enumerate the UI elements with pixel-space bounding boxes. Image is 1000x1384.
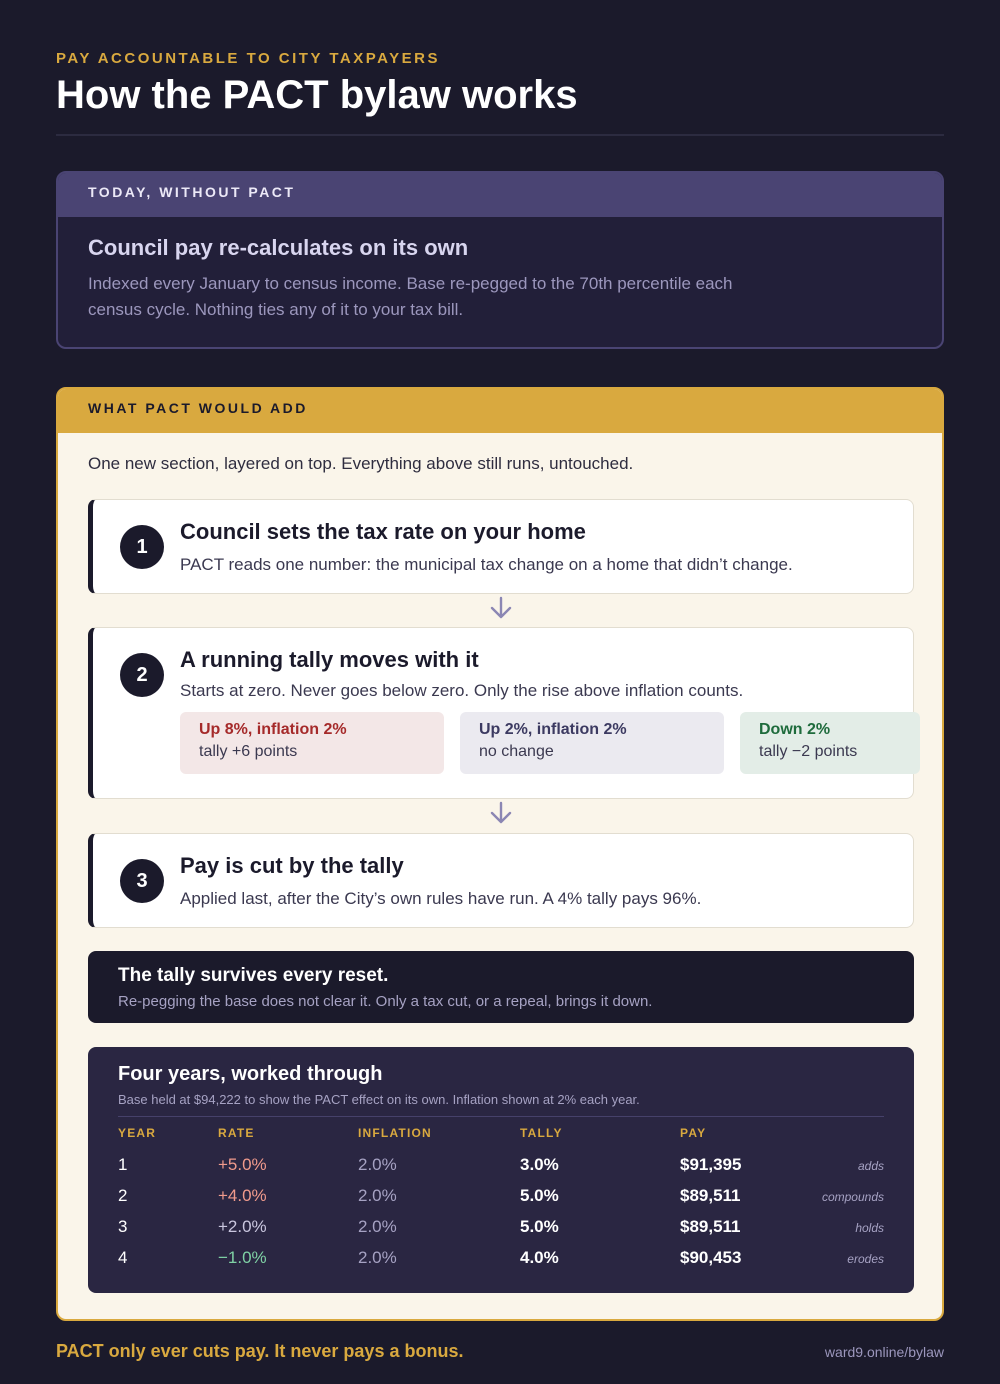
arrow-down-icon: [488, 595, 514, 621]
footer-tagline: PACT only ever cuts pay. It never pays a bonus.: [56, 1341, 464, 1361]
cell-pay: $89,511: [680, 1186, 741, 1205]
step-body: Applied last, after the City’s own rules have run. A 4% tally pays 96%.: [180, 889, 702, 908]
example-title: Up 2%, inflation 2%: [479, 721, 627, 738]
step-1-card: [88, 499, 914, 594]
cell-tally: 3.0%: [520, 1155, 559, 1174]
table-row: [118, 1180, 884, 1211]
arrow-down-icon: [488, 800, 514, 826]
cell-pay: $91,395: [680, 1155, 742, 1174]
cell-note: erodes: [847, 1252, 884, 1266]
cell-note: adds: [857, 1159, 884, 1173]
cell-tally: 5.0%: [520, 1186, 559, 1205]
table-row: [118, 1149, 884, 1180]
cell-rate: +2.0%: [218, 1217, 267, 1236]
pact-add-card: [56, 387, 944, 1321]
table-title: Four years, worked through: [118, 1063, 383, 1085]
step-title: Pay is cut by the tally: [180, 853, 404, 878]
today-label: TODAY, WITHOUT PACT: [58, 173, 942, 217]
table-row: [118, 1211, 884, 1242]
step-3-card: [88, 833, 914, 928]
example-result: tally −2 points: [759, 743, 858, 760]
example-rise: [180, 712, 444, 774]
cell-inflation: 2.0%: [358, 1217, 397, 1236]
cell-year: 3: [118, 1217, 128, 1236]
example-result: no change: [479, 743, 554, 760]
cell-pay: $89,511: [680, 1217, 741, 1236]
cell-tally: 5.0%: [520, 1217, 559, 1236]
cell-inflation: 2.0%: [358, 1155, 397, 1174]
cell-note: compounds: [821, 1190, 884, 1204]
step-title: A running tally moves with it: [180, 647, 479, 672]
column-header-inflation: INFLATION: [358, 1126, 432, 1140]
callout-body: Re-pegging the base does not clear it. Only a tax cut, or a repeal, brings it down.: [118, 993, 653, 1010]
four-years-table-card: [88, 1047, 914, 1293]
page-title: How the PACT bylaw works: [56, 73, 578, 117]
table-row: [118, 1242, 884, 1273]
table-subtitle: Base held at $94,222 to show the PACT effect on its own. Inflation shown at 2% each year.: [118, 1092, 640, 1107]
cell-inflation: 2.0%: [358, 1248, 397, 1267]
cell-pay: $90,453: [680, 1248, 742, 1267]
cell-rate: +5.0%: [218, 1155, 267, 1174]
today-body: Indexed every January to census income. Base re-pegged to the 70th percentile each census cycle. Nothing ties any of it to your tax bill.: [88, 274, 733, 319]
table-body: [118, 1149, 884, 1273]
step-2-card: [88, 627, 914, 799]
page-kicker: PAY ACCOUNTABLE TO CITY TAXPAYERS: [56, 50, 440, 67]
step-body: Starts at zero. Never goes below zero. Only the rise above inflation counts.: [180, 681, 744, 700]
cell-inflation: 2.0%: [358, 1186, 397, 1205]
callout-title: The tally survives every reset.: [118, 965, 389, 986]
cell-tally: 4.0%: [520, 1248, 559, 1267]
example-result: tally +6 points: [199, 743, 298, 760]
column-header-tally: TALLY: [520, 1126, 563, 1140]
cell-year: 2: [118, 1186, 128, 1205]
pact-add-label: WHAT PACT WOULD ADD: [58, 389, 942, 433]
cell-rate: −1.0%: [218, 1248, 267, 1267]
example-title: Up 8%, inflation 2%: [199, 721, 347, 738]
step-title: Council sets the tax rate on your home: [180, 519, 586, 544]
cell-rate: +4.0%: [218, 1186, 267, 1205]
column-header-year: YEAR: [118, 1126, 157, 1140]
column-header-rate: RATE: [218, 1126, 255, 1140]
cell-year: 4: [118, 1248, 128, 1267]
title-divider: [56, 134, 944, 136]
tally-survives-callout: [88, 951, 914, 1023]
page-header: [56, 50, 944, 118]
step-number-badge: 3: [120, 859, 164, 903]
today-title: Council pay re-calculates on its own: [88, 235, 469, 260]
today-card: [56, 171, 944, 349]
example-drop: [740, 712, 920, 774]
cell-note: holds: [855, 1221, 884, 1235]
step-body: PACT reads one number: the municipal tax change on a home that didn’t change.: [180, 555, 793, 574]
example-flat: [460, 712, 724, 774]
column-header-pay: PAY: [680, 1126, 707, 1140]
step-number-badge: 1: [120, 525, 164, 569]
cell-year: 1: [118, 1155, 128, 1174]
pact-add-intro: One new section, layered on top. Everything above still runs, untouched.: [88, 454, 634, 473]
step-number-badge: 2: [120, 653, 164, 697]
footer-link[interactable]: ward9.online/bylaw: [824, 1344, 944, 1360]
example-title: Down 2%: [759, 721, 831, 738]
table-header-row: [118, 1117, 884, 1149]
